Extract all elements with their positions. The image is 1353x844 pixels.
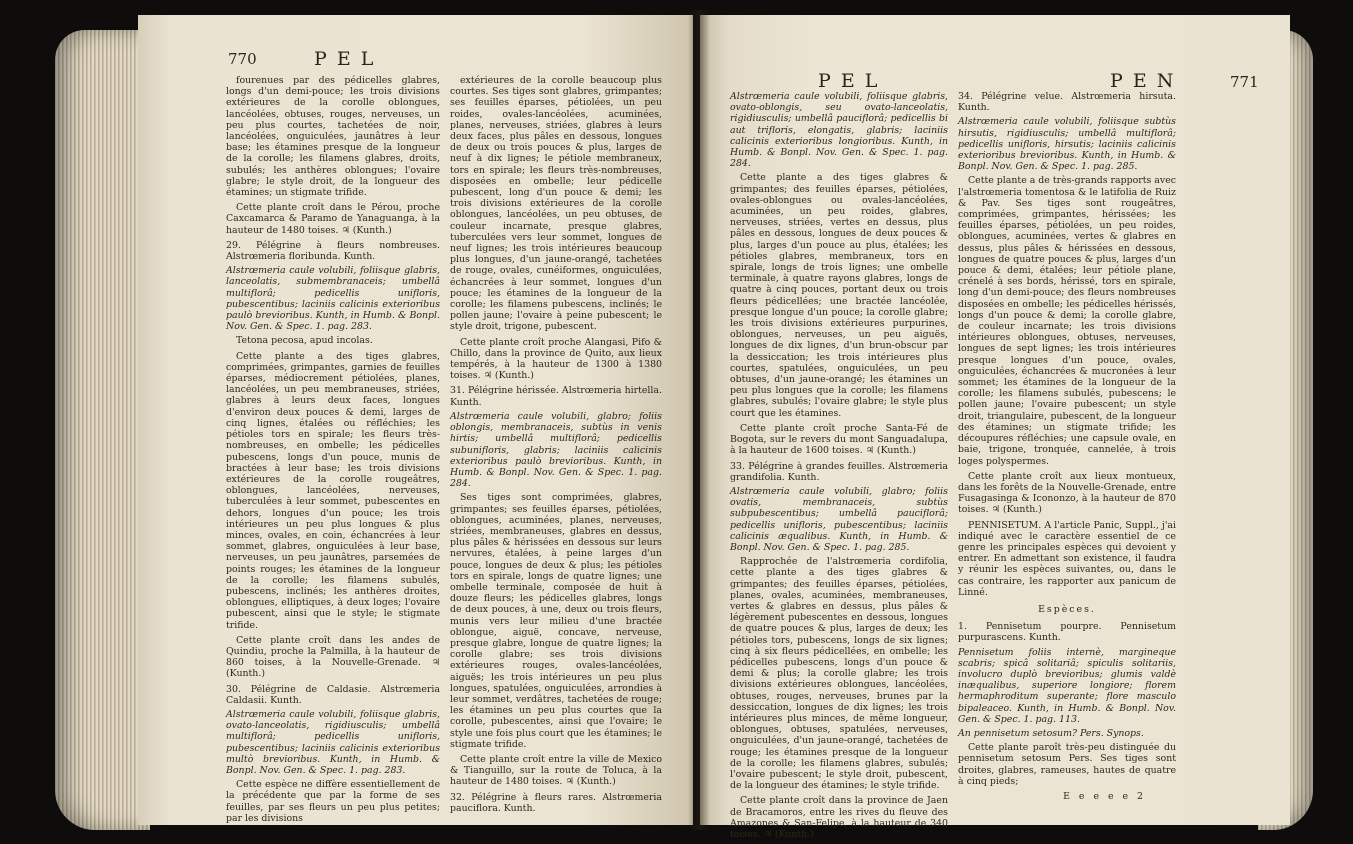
paragraph: Cette espèce ne diffère essentiellement de la précédente que par la forme de ses feuilles, par ses fleurs un peu plus petites; par les divisions (226, 779, 440, 824)
right-page-column-2 (958, 91, 1176, 806)
paragraph: Pennisetum foliis internè, margineque scabris; spicâ solitariâ; spiculis solitariis, involucro duplò brevioribus; glumis valdè inæqualibus, superiore longiore; florem hermaphroditum superante; flore masculo bipaleaceo. Kunth, in Humb. & Bonpl. Nov. Gen. & Spec. 1. pag. 113. (958, 646, 1176, 725)
paragraph: Cette plante croît proche Alangasi, Pifo & Chillo, dans la province de Quito, aux lieux tempérés, à la hauteur de 1300 à 1380 toises. ♃ (Kunth.) (450, 336, 662, 382)
right-page (700, 15, 1290, 840)
running-head-right-left: P E L (818, 70, 880, 92)
paragraph: Cette plante paroît très-peu distinguée du pennisetum setosum Pers. Ses tiges sont droites, glabres, rameuses, hautes de quatre à cinq pieds; (958, 742, 1176, 787)
paragraph: E e e e e 2 (1063, 790, 1146, 802)
paragraph: Alstrœmeria caule volubili, foliisque glabris, ovato-lanceolatis, rigidiusculis; umbellâ multiflorâ; pedicellis unifloris, pubescentibus; laciniis calicinis exterioribus multò brevioribus. Kunth, in Humb. & Bonpl. Nov. Gen. & Spec. 1. pag. 283. (226, 708, 440, 776)
paragraph: Cette plante croît dans la province de Jaen de Bracamoros, entre les rives du fleuve des Amazones & San-Felipe, à la hauteur de 340 toises. ♃ (Kunth.) (730, 795, 948, 840)
paragraph: Cette plante croît aux lieux montueux, dans les forêts de la Nouvelle-Grenade, entre Fusagasinga & Icononzo, à la hauteur de 870 toises. ♃ (Kunth.) (958, 470, 1176, 516)
paragraph: fourenues par des pédicelles glabres, longs d'un demi-pouce; les trois divisions extérieures de la corolle oblongues, lancéolées, obtuses, rouges, nerveuses, un peu plus courtes, tachetées de noir, lancéolées, onguiculées, jaunâtres à leur base; les étamines presque de la longueur de la corolle; les filamens glabres, droits, subulés; les anthères oblongues; l'ovaire glabre; le style droit, de la longueur des étamines; un stigmate trifide. (226, 75, 440, 199)
left-page (138, 15, 693, 825)
left-page-column-1 (226, 75, 440, 828)
running-head-left: P E L (314, 48, 376, 70)
paragraph: Rapprochée de l'alstrœmeria cordifolia, cette plante a des tiges glabres & grimpantes; des feuilles éparses, pétiolées, planes, ovales, acuminées, membraneuses, vertes & glabres en dessus, plus pâles & légèrement pubescentes en dessous, longues de quatre pouces & plus, larges de deux; les pétioles tors, pubescens, longs de six lignes; cinq à six fleurs pédicellées, en ombelle; les pédicelles pubescens, longs d'un pouce & demi & plus; la corolle glabre; les trois divisions extérieures oblongues, lancéolées, obtuses, rouges, nerveuses, brunes par la dessiccation, longues de dix lignes; les trois intérieures plus minces, de même longueur, oblongues, obtuses, spatulées, nerveuses, onguiculées, d'un jaune-orangé, tachetées de rouge; les étamines presque de la longueur de la corolle; les filamens glabres, subulés; l'ovaire pubescent; le style droit, pubescent, de la longueur des étamines; le style trifide. (730, 556, 948, 792)
paragraph: Cette plante a des tiges glabres & grimpantes; des feuilles éparses, pétiolées, ovales-oblongues ou ovales-lancéolées, acuminées, un peu roides, glabres, nerveuses, striées, vertes en dessus, plus pâles en dessous, longues de deux pouces & plus, larges d'un pouce au plus, étalées; les pétioles glabres, membraneux, tors en spirale, longs de trois lignes; une ombelle terminale, à quatre rayons glabres, longs de quatre à cinq pouces, portant deux ou trois fleurs pédicellées; une bractée lancéolée, presque longue d'un pouce; la corolle glabre; les trois divisions extérieures purpurines, oblongues, nerveuses, un peu aiguës, longues de dix lignes, d'un brun-obscur par la dessiccation; les trois intérieures plus courtes, spatulées, onguiculées, un peu obtuses, d'un jaune-orangé; les étamines un peu plus longues que la corolle; les filamens glabres, subulés; l'ovaire glabre; le style plus court que les étamines. (730, 172, 948, 419)
left-page-block-edge (55, 30, 150, 830)
paragraph: 1. Pennisetum pourpre. Pennisetum purpurascens. Kunth. (958, 621, 1176, 644)
paragraph: Alstrœmeria caule volubili, foliisque glabris, lanceolatis, submembranaceis; umbellâ multiflorâ; pedicellis unifloris, pubescentibus; laciniis calicinis exterioribus paulò brevioribus. Kunth, in Humb. & Bonpl. Nov. Gen. & Spec. 1. pag. 283. (226, 265, 440, 333)
page-number-right: 771 (1230, 73, 1259, 91)
paragraph: Cette plante a des tiges glabres, comprimées, grimpantes, garnies de feuilles éparses, médiocrement pétiolées, planes, lancéolées, un peu membraneuses, striées, glabres à leurs deux faces, longues d'environ deux pouces & demi, larges de cinq lignes, étalées ou réfléchies; les pétioles tors en spirale; les fleurs très-nombreuses, en ombelle; les pédicelles pubescens, longs d'un pouce, munis de bractées à leur base; les trois divisions extérieures de la corolle rougeâtres, oblongues, lancéolées, nerveuses, tuberculées à leur sommet, pubescentes en dehors, longues d'un pouce; les trois intérieures un peu plus longues & plus minces, ovales, en coin, échancrées à leur sommet, glabres, onguiculées à leur base, nerveuses, un peu jaunâtres, parsemées de points rouges; les étamines de la longueur de la corolle; les filamens subulés, pubescens, inclinés; les anthères droites, oblongues, elliptiques, à deux loges; l'ovaire pubescent, ainsi que le style; le stigmate trifide. (226, 350, 440, 631)
paragraph: Alstrœmeria caule volubili, foliisque subtùs hirsutis, rigidiusculis; umbellâ multiflorâ; pedicellis unifloris, hirsutis; laciniis calicinis exterioribus brevioribus. Kunth, in Humb. & Bonpl. Nov. Gen. & Spec. 1. pag. 285. (958, 116, 1176, 173)
left-page-column-2 (450, 75, 662, 817)
paragraph: Alstrœmeria caule volubili, foliisque glabris, ovato-oblongis, seu ovato-lanceolatis, rigidiusculis; umbellâ pauciflorâ; pedicellis bi aut trifloris, elongatis, glabris; laciniis calicinis exterioribus longioribus. Kunth, in Humb. & Bonpl. Nov. Gen. & Spec. 1. pag. 284. (730, 91, 948, 170)
paragraph: Cette plante croît dans les andes de Quindiu, proche la Palmilla, à la hauteur de 860 toises, à la Nouvelle-Grenade. ♃ (Kunth.) (226, 634, 440, 680)
paragraph: An pennisetum setosum? Pers. Synops. (958, 727, 1144, 739)
page-number-left: 770 (228, 50, 257, 68)
paragraph: Cette plante croît entre la ville de Mexico & Tianguillo, sur la route de Toluca, à la hauteur de 1480 toises. ♃ (Kunth.) (450, 753, 662, 788)
paragraph: PENNISETUM. A l'article Panic, Suppl., j'ai indiqué avec le caractère essentiel de ce genre les principales espèces qui devoient y entrer. En admettant son existence, il faudra y réunir les espèces suivantes, ou, dans le cas contraire, les rapporter aux panicum de Linné. (958, 519, 1176, 598)
paragraph: 29. Pélégrine à fleurs nombreuses. Alstrœmeria floribunda. Kunth. (226, 239, 440, 263)
book-gutter (688, 10, 710, 830)
paragraph: 30. Pélégrine de Caldasie. Alstrœmeria Caldasii. Kunth. (226, 683, 440, 706)
paragraph: Tetona pecosa, apud incolas. (236, 335, 373, 347)
running-head-right-right: P E N (1110, 70, 1176, 92)
paragraph: Cette plante croît proche Santa-Fé de Bogota, sur le revers du mont Sanguadalupa, à la hauteur de 1600 toises. ♃ (Kunth.) (730, 422, 948, 457)
paragraph: Alstrœmeria caule volubili, glabro; foliis ovatis, membranaceis, subtùs subpubescentibus; umbellâ pauciflorâ; pedicellis unifloris, pubescentibus; laciniis calicinis æqualibus. Kunth, in Humb. & Bonpl. Nov. Gen. & Spec. 1. pag. 285. (730, 485, 948, 553)
paragraph: Espèces. (1038, 603, 1096, 615)
right-page-column-1 (730, 91, 948, 844)
paragraph: 32. Pélégrine à fleurs rares. Alstrœmeria pauciflora. Kunth. (450, 791, 662, 814)
paragraph: 34. Pélégrine velue. Alstrœmeria hirsuta. Kunth. (958, 91, 1176, 114)
paragraph: Ses tiges sont comprimées, glabres, grimpantes; ses feuilles éparses, pétiolées, oblongues, acuminées, planes, nerveuses, striées, membraneuses, glabres en dessus, plus pâles & hérissées en dessous sur leurs nervures, étalées, à peine larges d'un pouce, longues de deux & plus; les pétioles tors en spirale, longs de quatre lignes; une ombelle terminale, composée de huit à douze fleurs; les pédicelles glabres, longs de deux pouces, à une, deux ou trois fleurs, munis vers leur milieu d'une bractée oblongue, aiguë, concave, nerveuse, presque glabre, longue de quatre lignes; la corolle glabre; ses trois divisions extérieures rouges, ovales-lancéolées, aiguës; les trois intérieures un peu plus longues, spatulées, onguiculées, arrondies à leur sommet, verdâtres, tachetées de rouge; les étamines un peu plus courtes que la corolle, pubescentes, ainsi que l'ovaire; le style une fois plus court que les étamines; le stigmate trifide. (450, 492, 662, 750)
paragraph: extérieures de la corolle beaucoup plus courtes. Ses tiges sont glabres, grimpantes; ses feuilles éparses, pétiolées, un peu roides, ovales-lancéolées, acuminées, planes, nerveuses, striées, glabres à leurs deux faces, plus pâles en dessous, longues de deux ou trois pouces & plus, larges de neuf à dix lignes; le pétiole membraneux, tors en spirale; les fleurs très-nombreuses, disposées en ombelle; leur pédicelle pubescent, long d'un pouce & demi; les trois divisions extérieures de la corolle oblongues, lancéolées, un peu obtuses, de couleur incarnate, presque glabres, tuberculées vers leur sommet, longues de neuf lignes; les trois intérieures beaucoup plus longues, d'un jaune-orangé, tachetées de rouge, ovales, cunéiformes, onguiculées, échancrées à leur sommet, longues d'un pouce; les étamines de la longueur de la corolle; les filamens pubescens, inclinés; le pollen jaune; l'ovaire à peine pubescent; le style droit, trigone, pubescent. (450, 75, 662, 333)
paragraph: Cette plante a de très-grands rapports avec l'alstrœmeria tomentosa & le latifolia de Ruiz & Pav. Ses tiges sont rougeâtres, comprimées, grimpantes, hérissées; les feuilles éparses, pétiolées, un peu roides, oblongues, acuminées, vertes & glabres en dessus, plus pâles & hérissées en dessous, longues de quatre pouces & plus, larges d'un pouce & demi, étalées; leur pétiole plane, crénelé à ses bords, hérissé, tors en spirale, long d'un demi-pouce; des fleurs nombreuses disposées en ombelle; les pédicelles hérissés, longs d'un pouce & demi; la corolle glabre, de couleur incarnate; les trois divisions intérieures oblongues, obtuses, nerveuses, longues de sept lignes; les trois intérieures presque longues d'un pouce, ovales, onguiculées, échancrées & mucronées à leur sommet; les étamines de la longueur de la corolle; les filamens subulés, pubescens; le pollen jaune; l'ovaire pubescent; un style droit, triangulaire, pubescent, de la longueur des étamines; un stigmate trifide; les découpures réfléchies; une capsule ovale, en baie, trigone, tronquée, cannelée, à trois loges polyspermes. (958, 175, 1176, 467)
paragraph: 33. Pélégrine à grandes feuilles. Alstrœmeria grandifolia. Kunth. (730, 460, 948, 483)
paragraph: 31. Pélégrine hérissée. Alstrœmeria hirtella. Kunth. (450, 385, 662, 408)
paragraph: Cette plante croît dans le Pérou, proche Caxcamarca & Paramo de Yanaguanga, à la hauteur de 1480 toises. ♃ (Kunth.) (226, 202, 440, 236)
paragraph: Alstrœmeria caule volubili, glabro; foliis oblongis, membranaceis, subtùs in venis hirtis; umbellâ multiflorâ; pedicellis subunifloris, glabris; laciniis calicinis exterioribus paulò brevioribus. Kunth, in Humb. & Bonpl. Nov. Gen. & Spec. 1. pag. 284. (450, 410, 662, 490)
